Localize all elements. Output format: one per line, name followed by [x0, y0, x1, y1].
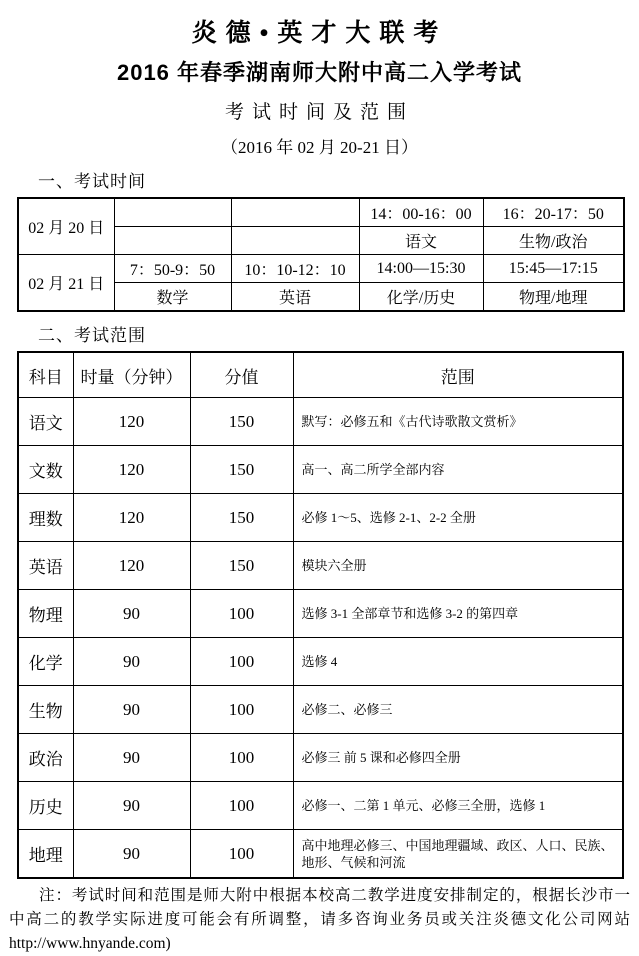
- brand-title: 炎德•英才大联考: [191, 20, 448, 47]
- duration-cell: 120: [73, 398, 190, 446]
- range-cell: 模块六全册: [293, 542, 623, 590]
- duration-cell: 120: [73, 494, 190, 542]
- score-cell: 100: [190, 590, 293, 638]
- page-title: 2016 年春季湖南师大附中高二入学考试: [116, 60, 523, 85]
- duration-cell: 90: [73, 782, 190, 830]
- schedule-time-cell: 15:45—17:15: [483, 255, 624, 283]
- duration-cell: 90: [73, 590, 190, 638]
- subject-cell: 理数: [18, 494, 73, 542]
- table-header-row: [18, 352, 623, 398]
- column-header-duration: 时量（分钟）: [73, 352, 190, 398]
- range-cell: 高一、高二所学全部内容: [293, 446, 623, 494]
- subject-cell: 生物: [18, 686, 73, 734]
- schedule-subject-cell: 化学/历史: [359, 283, 483, 312]
- range-cell: 选修 4: [293, 638, 623, 686]
- score-cell: 100: [190, 830, 293, 879]
- schedule-time-cell: 16：20-17：50: [483, 198, 624, 227]
- score-cell: 100: [190, 734, 293, 782]
- note-line: 注：考试时间和范围是师大附中根据本校高二教学进度安排制定的，根据长沙市一: [39, 887, 630, 904]
- exam-schedule-table: [17, 197, 625, 312]
- schedule-subject-cell: 物理/地理: [483, 283, 624, 312]
- column-header-subject: 科目: [18, 352, 73, 398]
- page-subtitle: 考试时间及范围: [224, 102, 414, 123]
- schedule-date-cell: 02 月 21 日: [18, 255, 114, 312]
- schedule-time-cell: [231, 198, 359, 227]
- schedule-subject-cell: 数学: [114, 283, 231, 312]
- subject-cell: 化学: [18, 638, 73, 686]
- exam-scope-table: [17, 351, 624, 879]
- table-row: [18, 494, 623, 542]
- score-cell: 150: [190, 494, 293, 542]
- section-heading-exam-scope: 二、考试范围: [38, 326, 146, 345]
- subject-cell: 政治: [18, 734, 73, 782]
- score-cell: 150: [190, 446, 293, 494]
- range-cell: 必修三 前 5 课和必修四全册: [293, 734, 623, 782]
- column-header-range: 范围: [293, 352, 623, 398]
- schedule-time-cell: [114, 198, 231, 227]
- duration-cell: 90: [73, 830, 190, 879]
- table-row: [18, 782, 623, 830]
- duration-cell: 90: [73, 686, 190, 734]
- schedule-subject-cell: 英语: [231, 283, 359, 312]
- schedule-time-cell: 14:00—15:30: [359, 255, 483, 283]
- table-row: [18, 590, 623, 638]
- note-url: http://www.hnyande.com): [9, 935, 171, 952]
- subject-cell: 历史: [18, 782, 73, 830]
- range-cell: 必修一、二第 1 单元、必修三全册，选修 1: [293, 782, 623, 830]
- column-header-score: 分值: [190, 352, 293, 398]
- score-cell: 150: [190, 542, 293, 590]
- range-cell: 必修 1～5、选修 2-1、2-2 全册: [293, 494, 623, 542]
- schedule-time-cell: 10：10-12：10: [231, 255, 359, 283]
- range-cell: 默写：必修五和《古代诗歌散文赏析》: [293, 398, 623, 446]
- table-row: [18, 198, 624, 227]
- subject-cell: 英语: [18, 542, 73, 590]
- schedule-date-cell: 02 月 20 日: [18, 198, 114, 255]
- schedule-time-cell: 14：00-16：00: [359, 198, 483, 227]
- subject-cell: 文数: [18, 446, 73, 494]
- table-row: [18, 830, 623, 879]
- score-cell: 100: [190, 638, 293, 686]
- duration-cell: 90: [73, 734, 190, 782]
- footer-note: [9, 884, 630, 956]
- schedule-subject-cell: 语文: [359, 227, 483, 255]
- table-row: [18, 638, 623, 686]
- note-line: 中高二的教学实际进度可能会有所调整，请多咨询业务员或关注炎德文化公司网站: [9, 911, 630, 928]
- table-row: [18, 734, 623, 782]
- score-cell: 150: [190, 398, 293, 446]
- exam-notice-page: [0, 13, 639, 952]
- subject-cell: 物理: [18, 590, 73, 638]
- schedule-time-cell: 7：50-9：50: [114, 255, 231, 283]
- subject-cell: 语文: [18, 398, 73, 446]
- duration-cell: 120: [73, 542, 190, 590]
- exam-date-range: （2016 年 02 月 20-21 日）: [221, 138, 418, 157]
- table-row: [18, 255, 624, 283]
- score-cell: 100: [190, 782, 293, 830]
- score-cell: 100: [190, 686, 293, 734]
- schedule-subject-cell: 生物/政治: [483, 227, 624, 255]
- page-header: [0, 13, 639, 158]
- table-row: [18, 542, 623, 590]
- schedule-subject-cell: [231, 227, 359, 255]
- table-row: [18, 398, 623, 446]
- table-row: [18, 446, 623, 494]
- table-row: [18, 686, 623, 734]
- duration-cell: 120: [73, 446, 190, 494]
- range-cell: 高中地理必修三、中国地理疆域、政区、人口、民族、地形、气候和河流: [293, 830, 623, 879]
- section-heading-exam-time: 一、考试时间: [38, 172, 146, 191]
- schedule-subject-cell: [114, 227, 231, 255]
- subject-cell: 地理: [18, 830, 73, 879]
- duration-cell: 90: [73, 638, 190, 686]
- range-cell: 选修 3-1 全部章节和选修 3-2 的第四章: [293, 590, 623, 638]
- range-cell: 必修二、必修三: [293, 686, 623, 734]
